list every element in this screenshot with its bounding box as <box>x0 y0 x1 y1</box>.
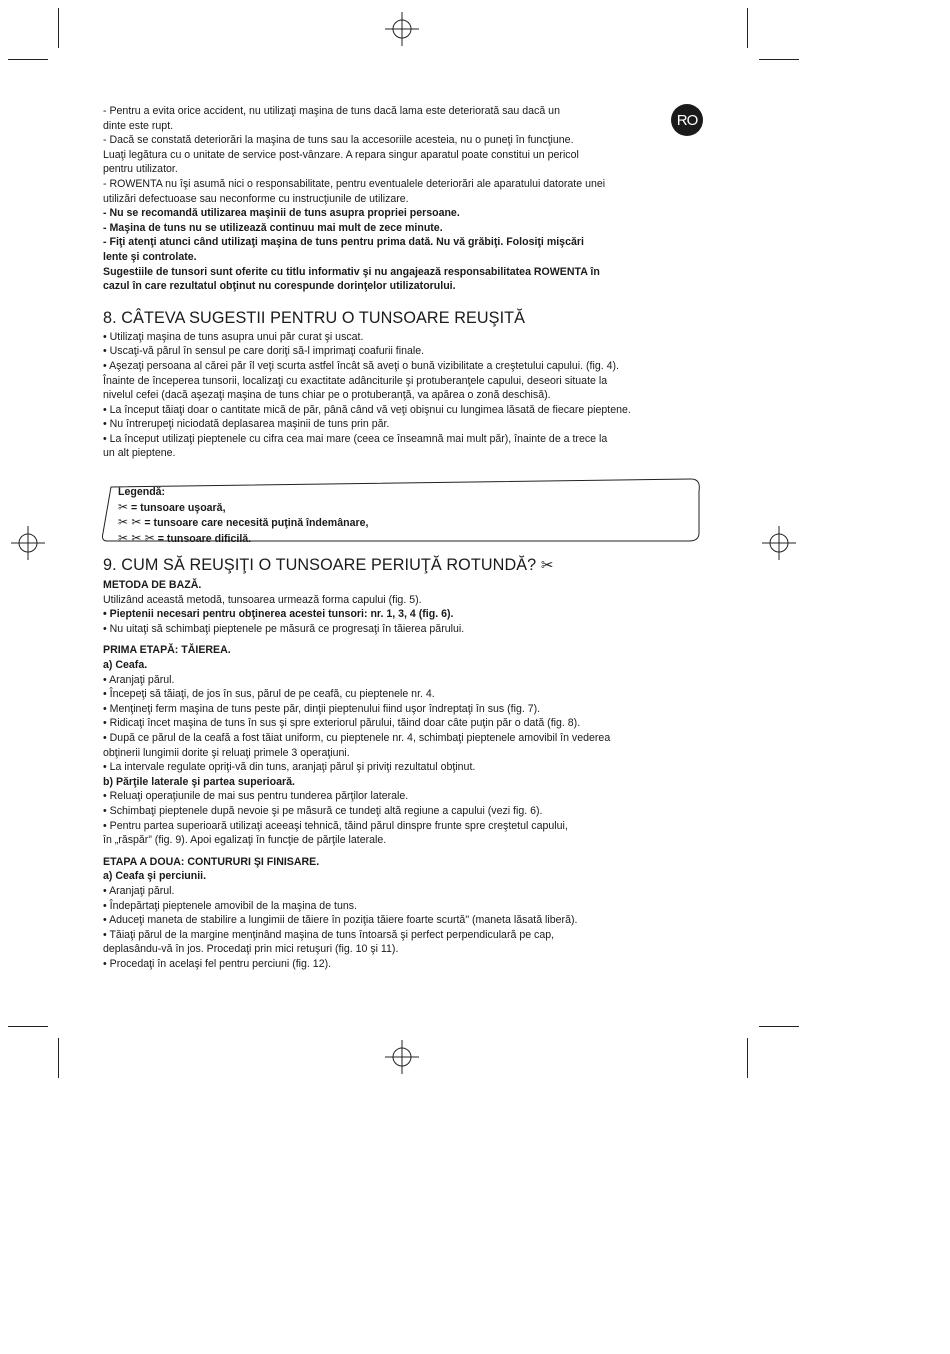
text-line: METODA DE BAZĂ. <box>103 579 202 592</box>
text-line: • Uscaţi-vă părul în sensul pe care doriţi să-l imprimaţi coafurii finale. <box>103 345 425 358</box>
section-9-body <box>103 578 703 971</box>
legend-row <box>118 500 368 516</box>
scissors-icon: ✂ <box>540 557 554 575</box>
text-line: • Tăiaţi părul de la margine menţinând maşina de tuns întoarsă şi perfect perpendiculară pe cap, <box>103 928 555 941</box>
text-line: • Nu uitaţi să schimbaţi pieptenele pe măsură ce progresaţi în tăierea părului. <box>103 622 465 635</box>
legend-title: Legendă: <box>118 486 166 499</box>
text-line: b) Părţile laterale şi partea superioară. <box>103 775 295 788</box>
text-line: pentru utilizator. <box>103 163 178 176</box>
section-9-title-text: 9. CUM SĂ REUŞIŢI O TUNSOARE PERIUŢĂ ROTUNDĂ? <box>103 556 537 575</box>
text-line: lente şi controlate. <box>103 250 197 263</box>
crop-mark <box>747 8 748 48</box>
text-line: • Menţineţi ferm maşina de tuns peste păr, dinţii pieptenului fiind uşor îndreptaţi în sus (fig. 7). <box>103 702 541 715</box>
text-line: - Maşina de tuns nu se utilizează continuu mai mult de zece minute. <box>103 221 443 234</box>
crop-mark <box>759 59 799 60</box>
text-line: • Începeţi să tăiaţi, de jos în sus, părul de pe ceafă, cu pieptenele nr. 4. <box>103 688 435 701</box>
legend-text: = tunsoare dificilă. <box>157 532 252 545</box>
text-line: Utilizând această metodă, tunsoarea urmează forma capului (fig. 5). <box>103 593 422 606</box>
text-line: • La început utilizaţi pieptenele cu cifra cea mai mare (ceea ce înseamnă mai mult păr), înainte de a trece la <box>103 432 608 445</box>
text-line: • La început tăiaţi doar o cantitate mică de păr, până când vă veţi obişnui cu lungimea lăsată de fiecare pieptene. <box>103 403 631 416</box>
paragraph-gap <box>103 636 703 643</box>
scissors-icon: ✂ ✂ ✂ <box>118 530 155 545</box>
paragraph-gap <box>103 848 703 855</box>
legend-row <box>118 515 368 531</box>
safety-warnings <box>103 104 703 294</box>
text-line: PRIMA ETAPĂ: TĂIEREA. <box>103 644 231 657</box>
section-9-title <box>103 555 703 576</box>
text-line: • La intervale regulate opriţi-vă din tuns, aranjaţi părul şi priviţi rezultatul obţinut. <box>103 761 476 774</box>
text-line: • Aranjaţi părul. <box>103 884 175 897</box>
text-line: ETAPA A DOUA: CONTURURI ŞI FINISARE. <box>103 855 320 868</box>
scissors-icon: ✂ ✂ <box>118 515 142 530</box>
text-line: • Reluaţi operaţiunile de mai sus pentru tunderea părţilor laterale. <box>103 790 409 803</box>
text-line: • Îndepărtaţi pieptenele amovibil de la maşina de tuns. <box>103 899 357 912</box>
text-line: • Schimbaţi pieptenele după nevoie şi pe măsură ce tundeţi altă regiune a capului (vezi fig. 6). <box>103 804 543 817</box>
text-line: - Fiţi atenţi atunci când utilizaţi maşina de tuns pentru prima dată. Nu vă grăbiţi. Folosiţi mişcări <box>103 236 584 249</box>
section-8-title: 8. CÂTEVA SUGESTII PENTRU O TUNSOARE REUŞITĂ <box>103 308 526 327</box>
page-content <box>103 104 703 972</box>
text-line: • Ridicaţi încet maşina de tuns în sus şi spre exteriorul părului, tăind doar câte puţin păr o dată (fig. 8). <box>103 717 581 730</box>
language-badge: RO <box>671 104 703 136</box>
text-line: - ROWENTA nu îşi asumă nici o responsabilitate, pentru eventualele deteriorări ale aparatului datorate unei <box>103 177 606 190</box>
legend-box <box>101 477 701 543</box>
text-line: Luaţi legătura cu o unitate de service post-vânzare. A repara singur aparatul poate constitui un pericol <box>103 148 579 161</box>
text-line: • Pieptenii necesari pentru obţinerea acestei tunsori: nr. 1, 3, 4 (fig. 6). <box>103 608 454 621</box>
text-line: Înainte de începerea tunsorii, localizaţi cu exactitate adânciturile şi protuberanţele capului, deseori situate la <box>103 374 608 387</box>
text-line: un alt pieptene. <box>103 447 176 460</box>
text-line: nivelul cefei (dacă aşezaţi maşina de tuns chiar pe o protuberanţă, va apărea o zonă deschisă). <box>103 389 551 402</box>
text-line: dinte este rupt. <box>103 119 174 132</box>
crop-mark <box>8 59 48 60</box>
crop-mark <box>58 1038 59 1078</box>
text-line: • Procedaţi în acelaşi fel pentru perciuni (fig. 12). <box>103 957 332 970</box>
registration-mark <box>11 526 45 560</box>
text-line: • Utilizaţi maşina de tuns asupra unui păr curat şi uscat. <box>103 330 364 343</box>
crop-mark <box>747 1038 748 1078</box>
text-line: • După ce părul de la ceafă a fost tăiat uniform, cu pieptenele nr. 4, schimbaţi pieptenele amovibil în vederea <box>103 732 611 744</box>
registration-mark <box>385 12 419 46</box>
text-line: - Nu se recomandă utilizarea maşinii de tuns asupra propriei persoane. <box>103 207 460 220</box>
text-line: deplasându-vă în jos. Procedaţi prin mici retuşuri (fig. 10 şi 11). <box>103 943 399 956</box>
crop-mark <box>8 1026 48 1027</box>
crop-mark <box>759 1026 799 1027</box>
text-line: obţinerii lungimii dorite şi reluaţi primele 3 operaţiuni. <box>103 746 350 759</box>
text-line: • Aduceţi maneta de stabilire a lungimii de tăiere în poziţia tăiere foarte scurtă" (maneta lăsată liberă). <box>103 914 578 927</box>
text-line: utilizări defectuoase sau neconforme cu instrucţiunile de utilizare. <box>103 192 409 205</box>
legend-text: = tunsoare uşoară, <box>131 501 226 514</box>
registration-mark <box>385 1040 419 1074</box>
text-line: • Pentru partea superioară utilizaţi aceeaşi tehnică, tăind părul dinspre frunte spre creştetul capului, <box>103 819 568 832</box>
scissors-icon: ✂ <box>118 499 129 514</box>
section-8-body <box>103 330 703 461</box>
text-line: • Nu întrerupeţi niciodată deplasarea maşinii de tuns prin păr. <box>103 418 390 431</box>
text-line: în „răspăr” (fig. 9). Apoi egalizaţi în funcţie de părţile laterale. <box>103 834 387 847</box>
text-line: - Dacă se constată deteriorări la maşina de tuns sau la accesoriile acesteia, nu o puneţi în funcţiune. <box>103 134 574 147</box>
text-line: Sugestiile de tunsori sunt oferite cu titlu informativ şi nu angajează responsabilitatea ROWENTA în <box>103 265 600 278</box>
text-line: cazul în care rezultatul obţinut nu corespunde dorinţelor utilizatorului. <box>103 280 456 293</box>
text-line: • Aranjaţi părul. <box>103 673 175 686</box>
text-line: a) Ceafa. <box>103 659 148 672</box>
text-line: • Aşezaţi persoana al cărei păr îl veţi scurta astfel încât să aveţi o bună vizibilitate a creştetului capului. (fig. 4). <box>103 359 620 372</box>
text-line: a) Ceafa şi perciunii. <box>103 870 207 883</box>
registration-mark <box>762 526 796 560</box>
legend-text: = tunsoare care necesită puţină îndemânare, <box>144 517 369 530</box>
crop-mark <box>58 8 59 48</box>
text-line: - Pentru a evita orice accident, nu utilizaţi maşina de tuns dacă lama este deteriorată sau dacă un <box>103 105 560 117</box>
legend-row <box>118 531 368 547</box>
